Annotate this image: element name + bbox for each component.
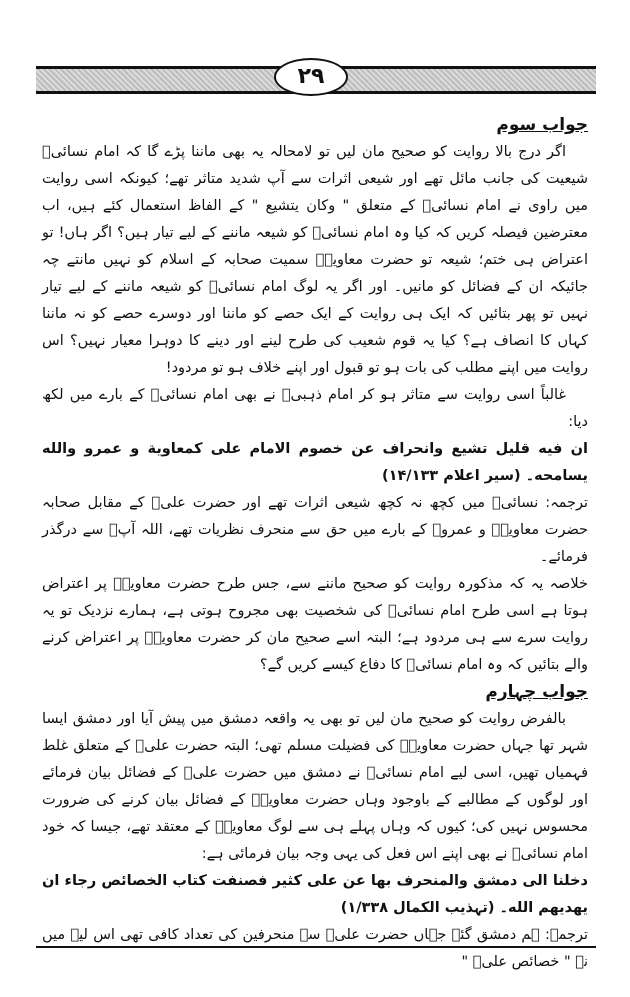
translation: ترجمہ: نسائیؒ میں کچھ نہ کچھ شیعی اثرات تھے اور حضرت علیؓ کے مقابل صحابہ حضرت معاویہؓ و عمروؓ کے بارے میں حق سے منحرف نظریات تھے، اللہ آپؒ سے درگذر فرمائے۔ <box>42 495 588 565</box>
arabic-quote: دخلنا الی دمشق والمنحرف بها عن علی کثیر فصنفت کتاب الخصائص رجاء ان یهدیهم الله۔ (تہذیب الکمال ۱/۳۳۸) <box>42 873 588 916</box>
translation: ترجمہ: ہم دمشق گئے جہاں حضرت علیؓ سے منحرفین کی تعداد کافی تھی اس لیے میں نے " خصائص علیؓ " <box>42 927 588 970</box>
paragraph: بالفرض روایت کو صحیح مان لیں تو بھی یہ واقعہ دمشق میں پیش آیا اور دمشق ایسا شہر تھا جہاں حضرت معاویہؓ کی فضیلت مسلم تھی؛ البتہ حضرت علیؓ کے متعلق غلط فہمیاں تھیں، اسی لیے امام نسائیؒ نے دمشق میں حضرت علیؓ کے فضائل بیان فرمائے اور لوگوں کے مطالبے کے باوجود وہاں حضرت معاویہؓ کے فضائل بیان کرنے کی ضرورت محسوس نہیں کی؛ کیوں کہ وہاں پہلے ہی سے لوگ معاویہؓ کے معتقد تھے، جیسا کہ خود امام نسائیؒ نے بھی اپنے اس فعل کی یہی وجہ بیان فرمائی ہے: <box>42 711 588 862</box>
page-header <box>36 58 596 98</box>
section-heading-fourth-answer: جواب چہارم <box>485 682 588 702</box>
page-body <box>42 112 588 976</box>
paragraph: غالباً اسی روایت سے متاثر ہو کر امام ذہبیؒ نے بھی امام نسائیؒ کے بارے میں لکھ دیا: <box>42 387 588 430</box>
page-number: ۲۹ <box>274 58 348 96</box>
section-heading-third-answer: جواب سوم <box>496 115 588 135</box>
paragraph: اگر درج بالا روایت کو صحیح مان لیں تو لامحالہ یہ بھی ماننا پڑے گا کہ امام نسائیؒ شیعیت کی جانب مائل تھے اور شیعی اثرات سے آپ شدید متاثر تھے؛ کیونکہ اسی روایت میں راوی نے امام نسائیؒ کے متعلق " وکان یتشیع " کے الفاظ استعمال کئے ہیں، اب معترضین فیصلہ کریں کہ کیا وہ امام نسائیؒ کو شیعہ ماننے کے لیے تیار ہیں؟ اگر ہاں! تو اعتراض ہی ختم؛ شیعہ تو حضرت معاویہؓ سمیت صحابہ کے اسلام کو نہیں مانتے چہ جائیکہ ان کے فضائل کو مانیں۔ اور اگر یہ لوگ امام نسائیؒ کو شیعہ ماننے کے لیے تیار نہیں تو پھر بتائیں کہ ایک ہی روایت کے ایک حصے کو ماننا اور دوسرے حصے کو نہ ماننا کہاں کا انصاف ہے؟ کیا یہ قوم شعیب کی طرح لینے اور دینے کا دوہرا معیار نہیں؟ اس روایت میں اپنے مطلب کی بات ہو تو قبول اور اپنے خلاف ہو تو مردود! <box>42 144 588 376</box>
paragraph: خلاصہ یہ کہ مذکورہ روایت کو صحیح ماننے سے، جس طرح حضرت معاویہؓ پر اعتراض ہوتا ہے اسی طرح امام نسائیؒ کی شخصیت بھی مجروح ہوتی ہے، ہمارے نزدیک تو یہ روایت سرے سے ہی مردود ہے؛ البتہ اسے صحیح مان کر حضرت معاویہؓ پر اعتراض کرنے والے بتائیں کہ وہ امام نسائیؒ کا دفاع کیسے کریں گے؟ <box>42 576 588 673</box>
arabic-quote: ان فیه قلیل تشیع وانحراف عن خصوم الامام علی کمعاویة و عمرو والله یسامحه۔ (سیر اعلام ۱۴/۱۳۳) <box>42 441 588 484</box>
footer-rule <box>36 946 596 948</box>
